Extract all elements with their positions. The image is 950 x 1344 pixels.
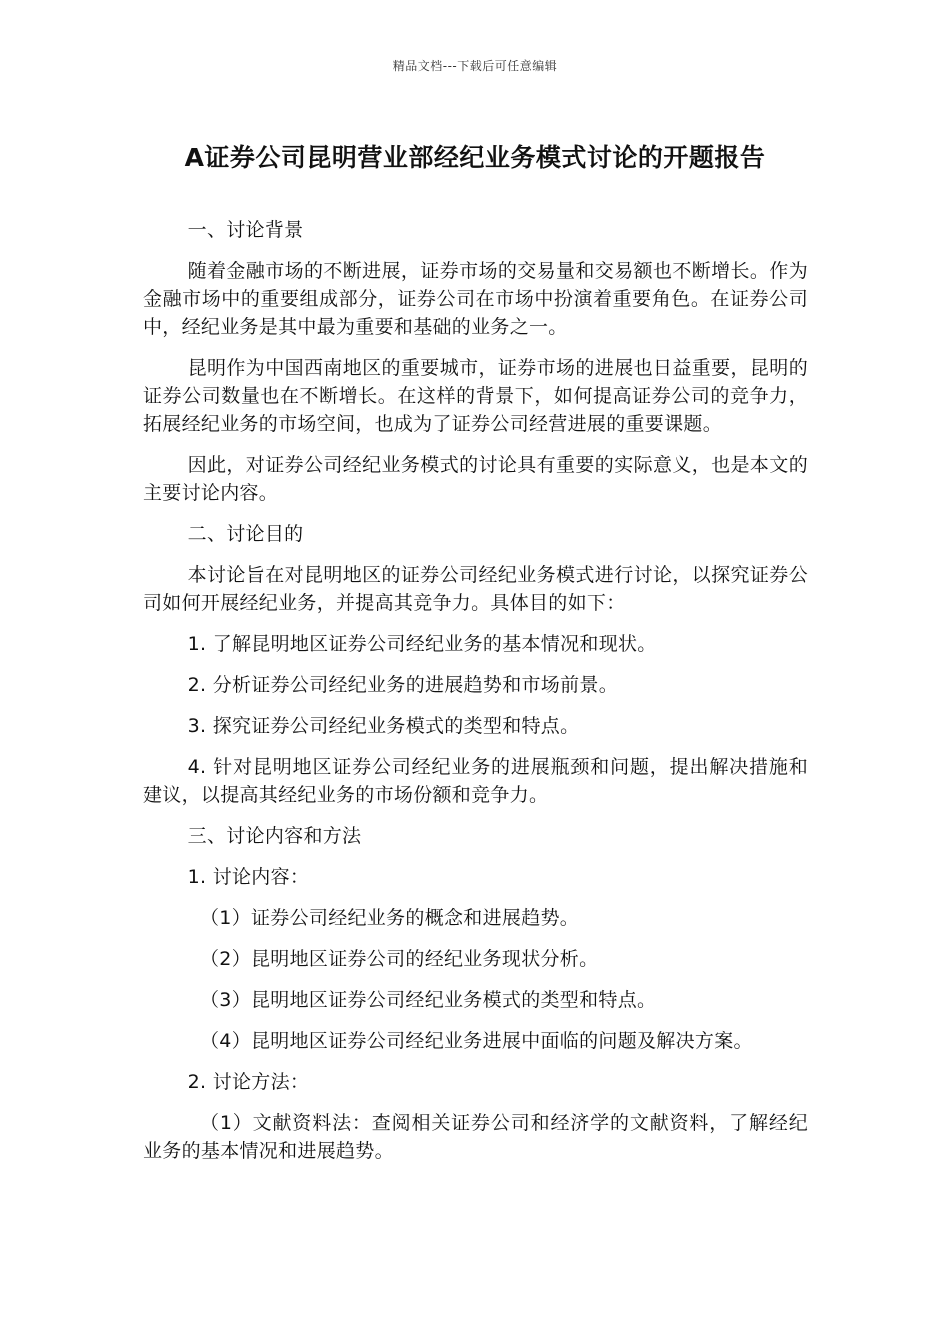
page-header-note: 精品文档---下载后可任意编辑 bbox=[392, 59, 558, 73]
list-item-method-1: （1）文献资料法：查阅相关证券公司和经济学的文献资料，了解经纪业务的基本情况和进展趋势。 bbox=[143, 1112, 808, 1162]
document-body bbox=[143, 216, 808, 1178]
paragraph-background-1: 随着金融市场的不断进展，证券市场的交易量和交易额也不断增长。作为金融市场中的重要组成部分，证券公司在市场中扮演着重要角色。在证券公司中，经纪业务是其中最为重要和基础的业务之一。 bbox=[143, 260, 808, 338]
paragraph-background-3: 因此，对证券公司经纪业务模式的讨论具有重要的实际意义，也是本文的主要讨论内容。 bbox=[143, 454, 808, 504]
list-item-purpose-3: 3. 探究证券公司经纪业务模式的类型和特点。 bbox=[187, 715, 580, 737]
subheading-method: 2. 讨论方法： bbox=[187, 1071, 310, 1093]
list-item-content-2: （2）昆明地区证券公司的经纪业务现状分析。 bbox=[200, 948, 599, 970]
document-title: A证券公司昆明营业部经纪业务模式讨论的开题报告 bbox=[184, 143, 766, 172]
list-item-purpose-1: 1. 了解昆明地区证券公司经纪业务的基本情况和现状。 bbox=[187, 633, 657, 655]
list-item-purpose-4: 4. 针对昆明地区证券公司经纪业务的进展瓶颈和问题，提出解决措施和建议，以提高其经纪业务的市场份额和竞争力。 bbox=[143, 756, 808, 806]
list-item-purpose-2: 2. 分析证券公司经纪业务的进展趋势和市场前景。 bbox=[187, 674, 619, 696]
section-heading-background: 一、讨论背景 bbox=[187, 219, 304, 241]
subheading-content: 1. 讨论内容： bbox=[187, 866, 310, 888]
section-heading-purpose: 二、讨论目的 bbox=[187, 523, 304, 545]
list-item-content-4: （4）昆明地区证券公司经纪业务进展中面临的问题及解决方案。 bbox=[200, 1030, 753, 1052]
list-item-content-1: （1）证券公司经纪业务的概念和进展趋势。 bbox=[200, 907, 580, 929]
paragraph-background-2: 昆明作为中国西南地区的重要城市，证券市场的进展也日益重要，昆明的证券公司数量也在不断增长。在这样的背景下，如何提高证券公司的竞争力，拓展经纪业务的市场空间，也成为了证券公司经营进展的重要课题。 bbox=[143, 357, 808, 435]
list-item-content-3: （3）昆明地区证券公司经纪业务模式的类型和特点。 bbox=[200, 989, 657, 1011]
section-heading-content-method: 三、讨论内容和方法 bbox=[187, 825, 362, 847]
paragraph-purpose-intro: 本讨论旨在对昆明地区的证券公司经纪业务模式进行讨论，以探究证券公司如何开展经纪业务，并提高其竞争力。具体目的如下： bbox=[143, 564, 808, 614]
